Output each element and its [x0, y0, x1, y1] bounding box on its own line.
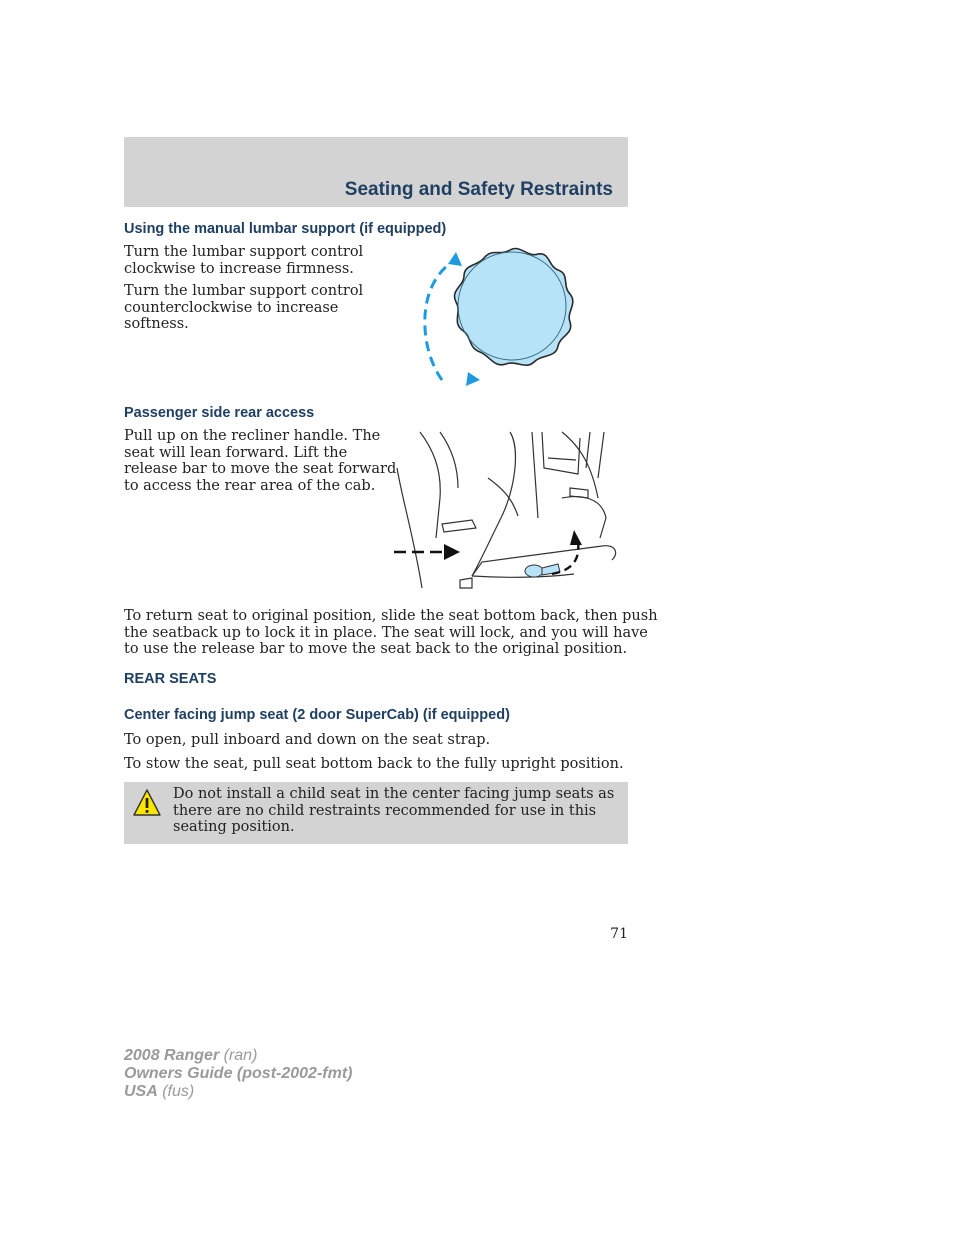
warning-box [124, 782, 628, 844]
rear-seats-heading: REAR SEATS [124, 671, 217, 687]
jump-seat-heading: Center facing jump seat (2 door SuperCab) (if equipped) [124, 707, 510, 723]
passenger-access-heading: Passenger side rear access [124, 405, 315, 421]
release-bar-icon [525, 564, 560, 577]
lumbar-p1-line1: Turn the lumbar support control [124, 244, 364, 260]
lumbar-heading: Using the manual lumbar support (if equipped) [124, 221, 447, 237]
footer-model-code: (ran) [219, 1047, 258, 1064]
arrow-head-bottom-icon [466, 372, 480, 386]
return-line1: To return seat to original position, slide the seat bottom back, then push [124, 608, 658, 624]
lumbar-paragraph-2 [124, 283, 363, 333]
lumbar-knob [455, 248, 573, 365]
seat-release-illustration [392, 428, 632, 593]
passenger-line3: release bar to move the seat forward [124, 461, 397, 477]
lumbar-p2-line1: Turn the lumbar support control [124, 283, 364, 299]
seat-line-art [397, 432, 616, 588]
lumbar-p2-line2: counterclockwise to increase [124, 299, 339, 316]
arrow-head-top-icon [448, 252, 462, 266]
lumbar-knob-illustration [420, 240, 590, 390]
warning-line2: there are no child restraints recommended for use in this seating [173, 802, 597, 835]
footer-guide: Owners Guide (post-2002-fmt) [124, 1065, 353, 1082]
warning-line3: position. [231, 819, 295, 835]
footer-market: USA [124, 1083, 158, 1100]
passenger-line4: to access the rear area of the cab. [124, 477, 376, 494]
return-line2: the seatback up to lock it in place. The seat will lock, and you will have [124, 624, 648, 641]
lift-arrow-head-icon [570, 530, 582, 545]
rotation-arrow-icon [425, 260, 455, 380]
jump-seat-paragraph-2: To stow the seat, pull seat bottom back to the fully upright position. [124, 756, 624, 772]
warning-text [130, 786, 622, 836]
passenger-line1: Pull up on the recliner handle. The [124, 428, 381, 444]
lumbar-p1-line2: clockwise to increase firmness. [124, 260, 354, 277]
lumbar-p2-line3: softness. [124, 316, 189, 332]
jump-seat-paragraph-1: To open, pull inboard and down on the seat strap. [124, 732, 491, 748]
section-title: Seating and Safety Restraints [344, 179, 613, 200]
passenger-line2: seat will lean forward. Lift the [124, 444, 348, 461]
return-line3: to use the release bar to move the seat back to the original position. [124, 641, 628, 657]
passenger-access-paragraph [124, 428, 396, 494]
lumbar-paragraph-1 [124, 244, 363, 277]
section-header-band [124, 137, 628, 207]
warning-line1: Do not install a child seat in the center facing jump seats as [173, 786, 615, 802]
return-seat-paragraph [124, 608, 658, 658]
forward-arrow-head-icon [444, 544, 460, 560]
page-number: 71 [610, 926, 628, 942]
footer-market-code: (fus) [157, 1083, 195, 1100]
document-footer [124, 1047, 352, 1101]
footer-model: 2008 Ranger [124, 1047, 220, 1064]
